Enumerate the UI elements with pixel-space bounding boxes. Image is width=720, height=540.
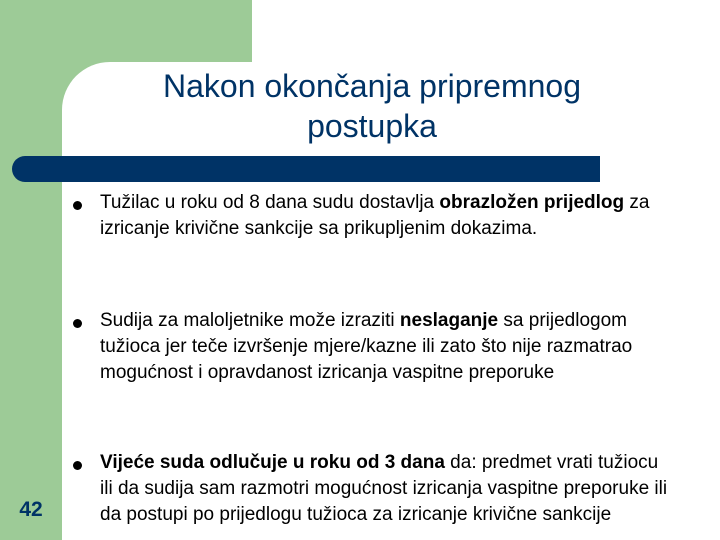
bullet-text-bold: neslaganje: [399, 310, 499, 331]
slide-title: [62, 66, 682, 146]
bullet-text-part: sa prijedlogom tužioca jer teče izvršenje mjere/kazne ili zato što nije razmatrao mogućnost i opravdanost izricanja vaspitne preporuke: [100, 310, 633, 383]
title-line-1: Nakon okončanja pripremnog: [162, 68, 582, 104]
bullet-text: [100, 308, 670, 386]
bullet-text-part: za izricanje krivične sankcije sa prikupljenim dokazima.: [100, 192, 650, 239]
bullet-text-part: Tužilac u roku od 8 dana sudu dostavlja: [100, 192, 440, 213]
bullet-text-bold: obrazložen prijedlog: [439, 192, 625, 213]
bullet-text-part: Sudija za maloljetnike može izraziti: [100, 310, 400, 331]
bullet-text: [100, 450, 670, 528]
page-number: 42: [19, 498, 43, 521]
title-line-2: postupka: [307, 108, 437, 144]
bullet-text: [100, 190, 670, 242]
bullet-text-part: da: predmet vrati tužiocu ili da sudija sam razmotri mogućnost izricanja vaspitne preporuke ili da postupi po prijedlogu tužioca za izricanje krivične sankcije: [100, 452, 668, 525]
bullet-dot-icon: [73, 461, 82, 470]
title-divider-bar: [12, 156, 600, 182]
bullet-dot-icon: [73, 201, 82, 210]
bullet-dot-icon: [73, 319, 82, 328]
bullet-text-bold: Vijeće suda odlučuje u roku od 3 dana: [100, 452, 445, 473]
